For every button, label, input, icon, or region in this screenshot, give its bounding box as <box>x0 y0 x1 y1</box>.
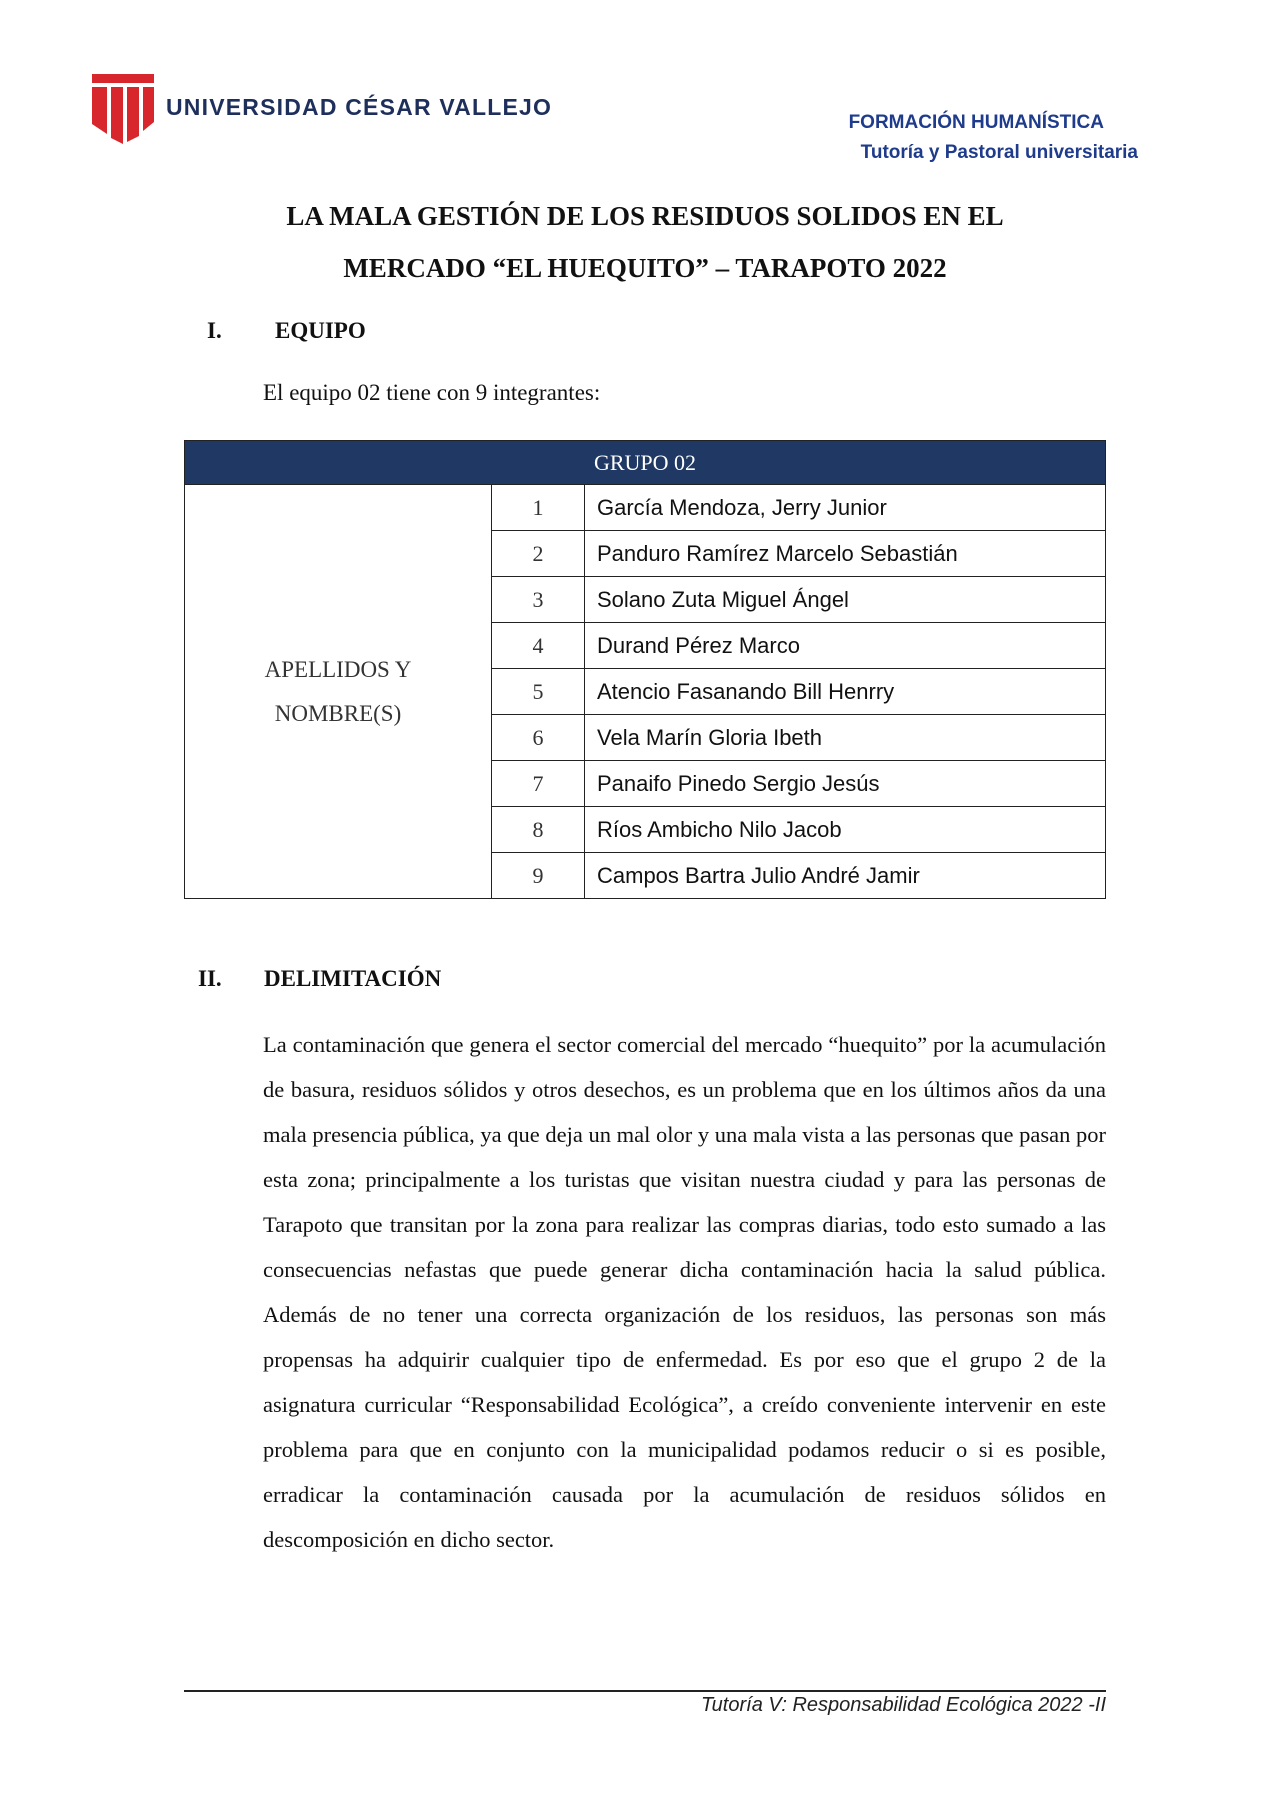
title-line-2: MERCADO “EL HUEQUITO” – TARAPOTO 2022 <box>343 253 947 283</box>
names-label <box>185 485 492 899</box>
member-number: 5 <box>492 669 585 715</box>
member-name: Durand Pérez Marco <box>585 623 1106 669</box>
section-number: I. <box>207 318 222 343</box>
section-number: II. <box>198 966 222 991</box>
table-header: GRUPO 02 <box>185 441 1106 485</box>
university-logo-icon <box>92 74 154 144</box>
member-number: 7 <box>492 761 585 807</box>
member-name: García Mendoza, Jerry Junior <box>585 485 1106 531</box>
member-number: 8 <box>492 807 585 853</box>
member-name: Ríos Ambicho Nilo Jacob <box>585 807 1106 853</box>
footer-text: Tutoría V: Responsabilidad Ecológica 2022 -II <box>700 1694 1106 1716</box>
header-tutoria: Tutoría y Pastoral universitaria <box>860 142 1138 163</box>
header-department <box>849 108 1138 168</box>
section-title: EQUIPO <box>275 318 366 343</box>
member-number: 2 <box>492 531 585 577</box>
member-number: 6 <box>492 715 585 761</box>
table-row <box>185 485 1106 531</box>
member-name: Atencio Fasanando Bill Henrry <box>585 669 1106 715</box>
team-table <box>184 440 1106 899</box>
member-number: 9 <box>492 853 585 899</box>
title-line-1: LA MALA GESTIÓN DE LOS RESIDUOS SOLIDOS EN EL <box>286 201 1004 231</box>
member-name: Panduro Ramírez Marcelo Sebastián <box>585 531 1106 577</box>
header-formacion: FORMACIÓN HUMANÍSTICA <box>848 112 1104 133</box>
member-number: 4 <box>492 623 585 669</box>
label-line-1: APELLIDOS Y <box>264 656 412 682</box>
member-number: 3 <box>492 577 585 623</box>
member-name: Panaifo Pinedo Sergio Jesús <box>585 761 1106 807</box>
footer-divider <box>184 1690 1106 1692</box>
member-name: Vela Marín Gloria Ibeth <box>585 715 1106 761</box>
document-title <box>185 190 1105 294</box>
member-number: 1 <box>492 485 585 531</box>
university-name: UNIVERSIDAD CÉSAR VALLEJO <box>166 94 553 120</box>
member-name: Solano Zuta Miguel Ángel <box>585 577 1106 623</box>
delimitacion-paragraph: La contaminación que genera el sector comercial del mercado “huequito” por la acumulación de basura, residuos sólidos y otros desechos, es un problema que en los últimos años da una mala presencia pública, ya que deja un mal olor y una mala vista a las personas que pasan por esta zona; principalmente a los turistas que visitan nuestra ciudad y para las personas de Tarapoto que transitan por la zona para realizar las compras diarias, todo esto sumado a las consecuencias nefastas que puede generar dicha contaminación hacia la salud pública. Además de no tener una correcta organización de los residuos, las personas son más propensas ha adquirir cualquier tipo de enfermedad. Es por eso que el grupo 2 de la asignatura curricular “Responsabilidad Ecológica”, a creído conveniente intervenir en este problema para que en conjunto con la municipalidad podamos reducir o si es posible, erradicar la contaminación causada por la acumulación de residuos sólidos en descomposición en dicho sector. <box>263 1032 1106 1552</box>
label-line-2: NOMBRE(S) <box>274 700 402 726</box>
member-name: Campos Bartra Julio André Jamir <box>585 853 1106 899</box>
team-intro: El equipo 02 tiene con 9 integrantes: <box>263 380 601 405</box>
section-title: DELIMITACIÓN <box>264 966 442 991</box>
